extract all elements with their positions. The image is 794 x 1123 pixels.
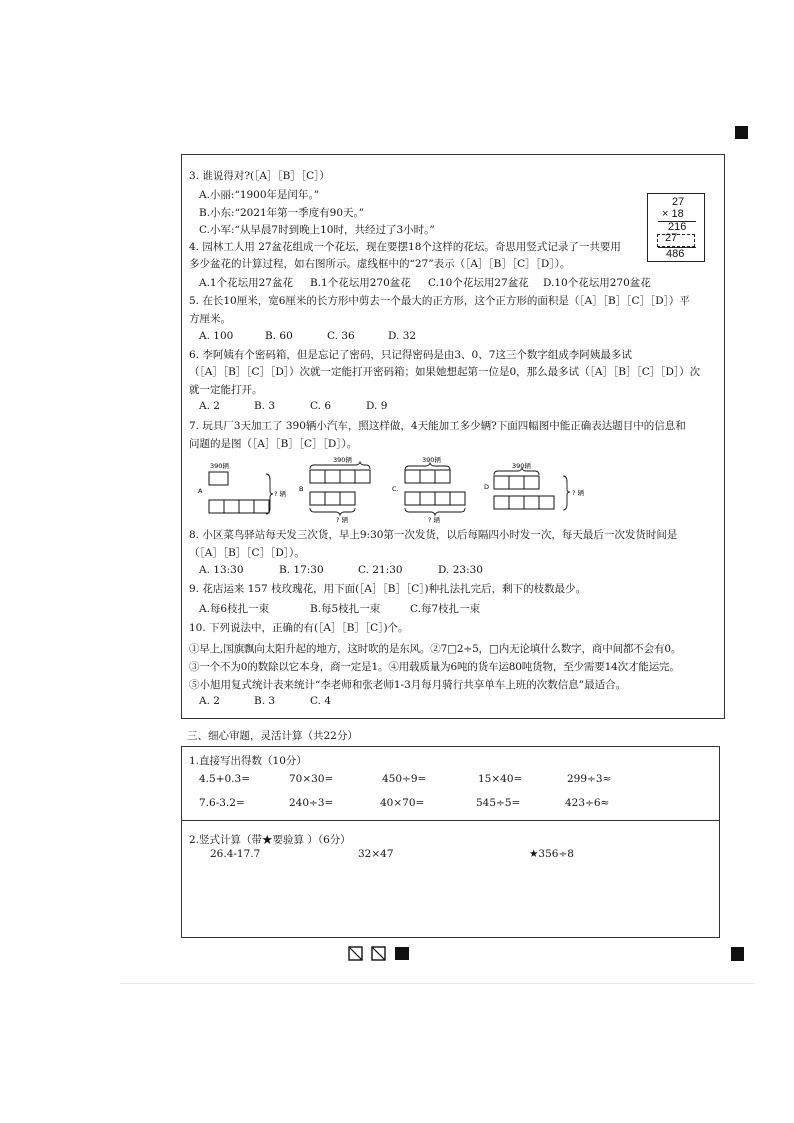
diagram-d-390-label: 390辆 — [512, 462, 531, 470]
written-calc-2: 32×47 — [358, 848, 394, 860]
q8-line1: 8. 小区菜鸟驿站每天发三次货，早上9:30第一次发货，以后每隔四小时发一次，每天最后一次发货时间是 — [189, 529, 678, 541]
diagram-d-question-label: ? 辆 — [572, 489, 585, 497]
vertical-multiplication-figure — [647, 193, 705, 262]
q9-option-c: C.每7枝扎一束 — [410, 603, 481, 615]
q9-stem: 9. 花店运来 157 枝玫瑰花，用下面(［A］［B］［C］)种扎法扎完后，剩下的枝数最少。 — [189, 583, 587, 595]
written-calc-1: 26.4-17.7 — [210, 848, 261, 860]
vm-row3: 216 — [668, 221, 687, 233]
diagram-c-letter: C. — [392, 485, 399, 493]
oral-calc-1-3: 450÷9= — [382, 773, 427, 785]
vm-row5: 486 — [666, 248, 685, 260]
oral-calc-1-1: 4.5+0.3= — [199, 773, 250, 785]
diagram-a-390-label: 390辆 — [210, 462, 229, 470]
registration-mark-bottom-right — [731, 947, 744, 961]
oral-calc-1-2: 70×30= — [289, 773, 334, 785]
diagram-b-390-label: 390辆 — [333, 456, 352, 464]
vm-row2: × 18 — [662, 208, 684, 220]
q10-statement-5: ⑤小旭用复式统计表来统计“李老师和张老师1-3月每月骑行共享单车上班的次数信息”最适合。 — [189, 679, 627, 691]
q4-line2: 多少盆花的计算过程，如右图所示。虚线框中的“27”表示（［A］［B］［C］［D］）。 — [189, 258, 571, 270]
q3-stem: 3. 谁说得对?(［A］［B］［C］） — [189, 170, 330, 182]
oral-calc-2-1: 7.6-3.2= — [199, 797, 245, 809]
q4-option-c: C.10个花坛用27盆花 — [428, 277, 529, 289]
q8-option-a: A. 13:30 — [199, 564, 244, 576]
diagram-d-letter: D — [484, 483, 490, 491]
q4-option-d: D.10个花坛用270盆花 — [543, 277, 651, 289]
oral-calc-1-5: 299÷3≈ — [567, 773, 612, 785]
q6-option-d: D. 9 — [366, 400, 388, 412]
q6-line2: （［A］［B］［C］［D］）次就一定能打开密码箱；如果她想起第一位是0，那么最多试（［A］［B］［C］［D］）次 — [189, 366, 701, 378]
q7-line1: 7. 玩具厂3天加工了 390辆小汽车，照这样做，4天能加工多少辆?下面四幅图中能正确表达题目中的信息和 — [189, 420, 686, 432]
oral-calc-2-3: 40×70= — [380, 797, 425, 809]
answer-sheet-code-marks — [348, 946, 410, 962]
q6-option-b: B. 3 — [254, 400, 276, 412]
section3-heading: 三、细心审题，灵活计算（共22分） — [187, 730, 358, 742]
q4-option-a: A.1个花坛用27盆花 — [199, 277, 293, 289]
q6-line3: 就一定能打开。 — [189, 384, 263, 396]
diagram-c-question-label: ? 辆 — [428, 516, 441, 524]
bottom-faint-line — [120, 983, 755, 984]
written-calc-3: ★356÷8 — [529, 848, 574, 860]
part1-title: 1.直接写出得数（10分） — [189, 755, 307, 767]
q6-option-a: A. 2 — [199, 400, 220, 412]
q10-option-b: B. 3 — [254, 695, 276, 707]
diagram-b-letter: B — [299, 485, 304, 493]
q10-option-c: C. 4 — [310, 695, 332, 707]
diagram-a-question-label: ? 辆 — [274, 490, 287, 498]
oral-calc-2-4: 545÷5= — [476, 797, 521, 809]
q8-option-c: C. 21:30 — [358, 564, 403, 576]
q7-line2: 问题的是图（［A］［B］［C］［D］）。 — [189, 438, 358, 450]
q8-option-b: B. 17:30 — [279, 564, 324, 576]
q3-option-c: C.小军:“从早晨7时到晚上10时，共经过了3小时。” — [199, 224, 435, 236]
q10-statement-3-4: ③一个不为0的数除以它本身，商一定是1。④用载质量为6吨的货车运80吨货物，至少需要14次才能运完。 — [189, 661, 680, 673]
q7-diagrams — [196, 456, 616, 524]
q5-line1: 5. 在长10厘米，宽6厘米的长方形中剪去一个最大的正方形，这个正方形的面积是（［A］［B］［C］［D］）平 — [189, 295, 690, 307]
vm-row4: 27 — [665, 232, 678, 244]
q6-line1: 6. 李阿姨有个密码箱，但是忘记了密码，只记得密码是由3、0、7这三个数字组成李阿姨最多试 — [189, 349, 632, 361]
q4-line1: 4. 园林工人用 27盆花组成一个花坛，现在要摆18个这样的花坛。奇思用竖式记录了一共要用 — [189, 241, 621, 253]
diagram-b-question-label: ? 辆 — [336, 516, 349, 524]
q3-option-a: A.小丽:“1900年是闰年。” — [199, 189, 320, 201]
oral-calc-2-5: 423÷6≈ — [565, 797, 610, 809]
oral-calc-1-4: 15×40= — [478, 773, 523, 785]
registration-mark-top-right — [735, 126, 748, 139]
q5-option-b: B. 60 — [265, 330, 293, 342]
vm-row1: 27 — [672, 196, 685, 208]
q6-option-c: C. 6 — [310, 400, 332, 412]
q9-option-a: A.每6枝扎一束 — [199, 603, 270, 615]
q5-option-d: D. 32 — [388, 330, 417, 342]
calc-box-divider — [181, 820, 720, 821]
diagram-a-letter: A — [198, 487, 203, 495]
q10-stem: 10. 下列说法中，正确的有(［A］［B］［C］)个。 — [189, 622, 409, 634]
part2-title: 2.竖式计算（带★要验算 ）（6分） — [189, 834, 351, 846]
oral-calc-2-2: 240÷3= — [289, 797, 334, 809]
q10-statement-1-2: ①早上,国旗飘向太阳升起的地方，这时吹的是东风。②7□2÷5，□内无论填什么数字，商中间都不会有0。 — [189, 643, 682, 655]
q10-option-a: A. 2 — [199, 695, 220, 707]
q3-option-b: B.小东:“2021年第一季度有90天。” — [199, 207, 365, 219]
diagram-c-390-label: 390辆 — [422, 456, 441, 464]
q5-option-a: A. 100 — [199, 330, 234, 342]
q5-option-c: C. 36 — [327, 330, 355, 342]
q9-option-b: B.每5枝扎一束 — [310, 603, 381, 615]
q5-line2: 方厘米。 — [189, 313, 231, 325]
q8-line2: （［A］［B］［C］［D］）。 — [189, 547, 305, 559]
q4-option-b: B.1个花坛用270盆花 — [310, 277, 411, 289]
q8-option-d: D. 23:30 — [438, 564, 483, 576]
